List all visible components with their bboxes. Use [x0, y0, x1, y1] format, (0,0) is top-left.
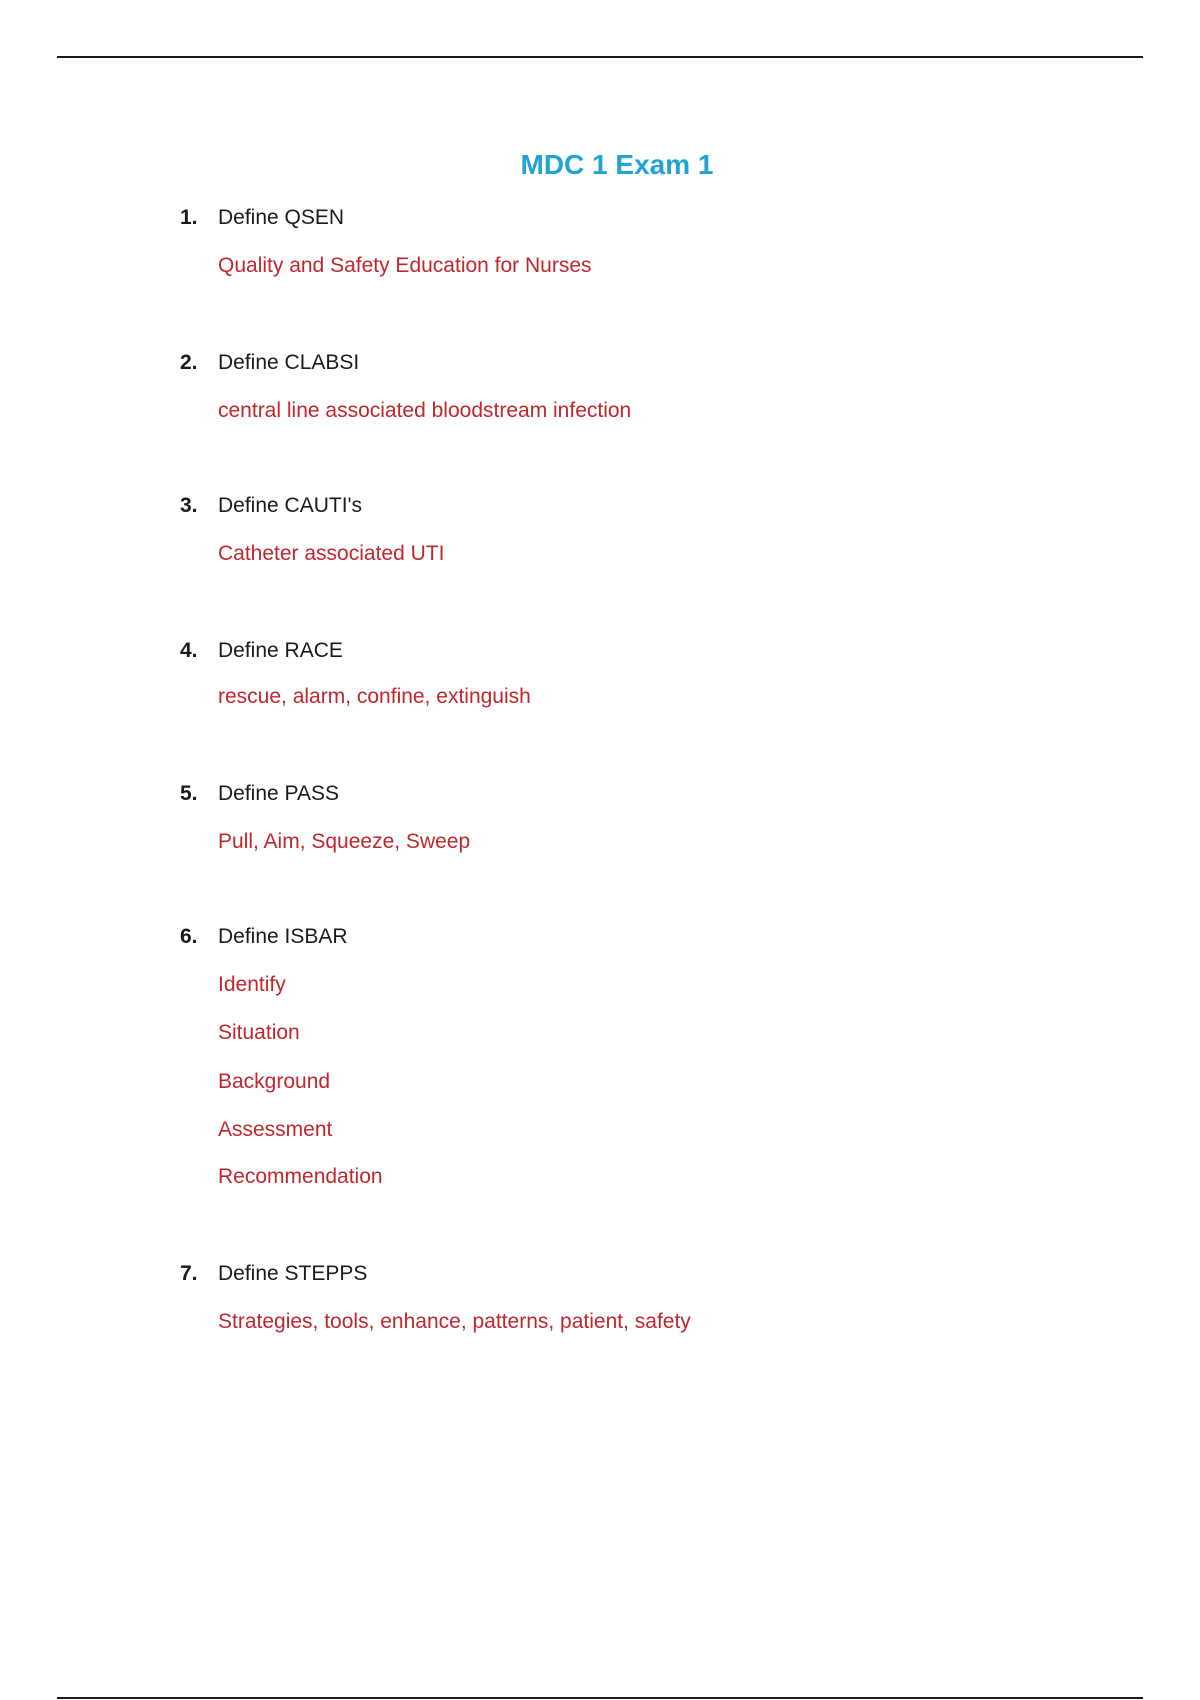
answer-4: rescue, alarm, confine, extinguish — [218, 685, 531, 708]
question-prompt: Define QSEN — [218, 206, 345, 229]
question-7 — [180, 1260, 367, 1288]
question-number: 1. — [180, 206, 198, 229]
answer-6-item: Recommendation — [218, 1165, 383, 1188]
question-3 — [180, 492, 362, 520]
question-1 — [180, 204, 344, 232]
question-number: 4. — [180, 639, 198, 662]
answer-7: Strategies, tools, enhance, patterns, patient, safety — [218, 1310, 691, 1333]
question-5 — [180, 780, 339, 808]
question-prompt: Define RACE — [218, 639, 343, 662]
answer-2: central line associated bloodstream infection — [218, 399, 632, 422]
question-prompt: Define ISBAR — [218, 925, 348, 948]
header-rule — [57, 56, 1143, 58]
answer-6-item: Assessment — [218, 1118, 333, 1141]
answer-6-item: Identify — [218, 973, 286, 996]
question-2 — [180, 349, 359, 377]
question-number: 3. — [180, 494, 198, 517]
question-4 — [180, 637, 343, 665]
answer-5: Pull, Aim, Squeeze, Sweep — [218, 830, 471, 853]
page-title: MDC 1 Exam 1 — [520, 149, 714, 180]
answer-6-item: Background — [218, 1070, 331, 1093]
question-6 — [180, 923, 348, 951]
question-number: 2. — [180, 351, 198, 374]
footer-rule — [57, 1697, 1143, 1699]
answer-6-item: Situation — [218, 1021, 300, 1044]
question-number: 6. — [180, 925, 198, 948]
answer-3: Catheter associated UTI — [218, 542, 445, 565]
question-prompt: Define STEPPS — [218, 1262, 368, 1285]
question-number: 5. — [180, 782, 198, 805]
question-number: 7. — [180, 1262, 198, 1285]
question-prompt: Define PASS — [218, 782, 340, 805]
answer-1: Quality and Safety Education for Nurses — [218, 254, 592, 277]
question-prompt: Define CAUTI's — [218, 494, 363, 517]
question-prompt: Define CLABSI — [218, 351, 360, 374]
